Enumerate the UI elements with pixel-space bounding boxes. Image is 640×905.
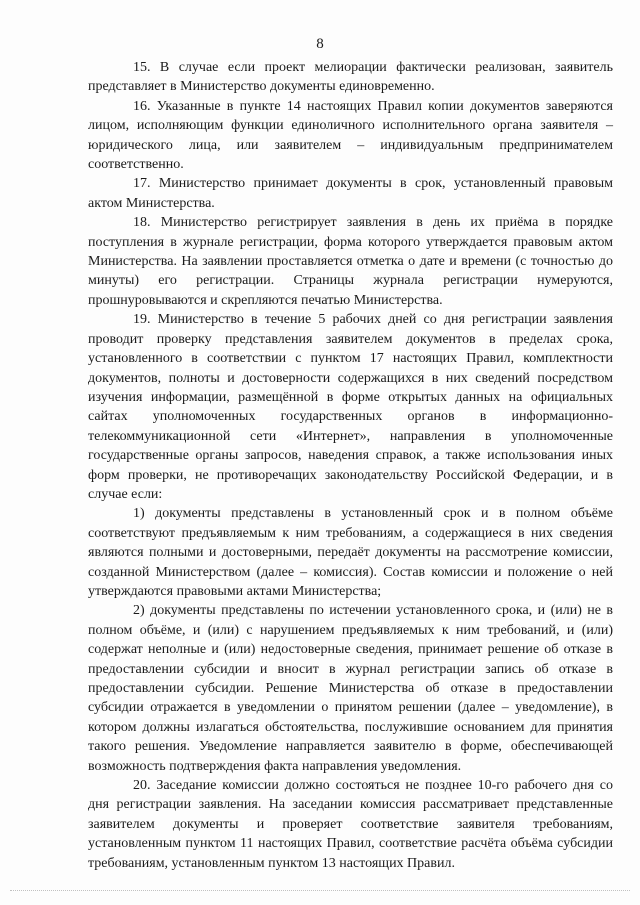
paragraph-17: 17. Министерство принимает документы в срок, установленный правовым актом Министерства. xyxy=(88,176,613,211)
paragraph-19-item-1: 1) документы представлены в установленный срок и в полном объёме соответствуют предъявляемым к ним требованиям, а содержащиеся в них сведения являются полными и достоверными, передаёт документы на рассмотрение комиссии, созданной Министерством (далее – комиссия). Состав комиссии и положение о ней утверждаются правовыми актами Министерства; xyxy=(88,506,613,599)
scan-edge-artifact xyxy=(10,889,630,891)
paragraph-19-item-2: 2) документы представлены по истечении установленного срока, и (или) не в полном объёме, и (или) с нарушением предъявляемых к ним требований, и (или) содержат неполные и (или) недостоверные сведения, принимает решение об отказе в предоставлении субсидии и вносит в журнал регистрации запись об отказе в предоставлении субсидии. Решение Министерства об отказе в предоставлении субсидии отражается в уведомлении о принятом решении (далее – уведомление), в котором должны излагаться обстоятельства, послужившие основанием для принятия такого решения. Уведомление направляется заявителю в форме, обеспечивающей возможность подтверждения факта направления уведомления. xyxy=(88,603,613,774)
document-body xyxy=(88,58,613,873)
paragraph-15: 15. В случае если проект мелиорации фактически реализован, заявитель представляет в Министерство документы единовременно. xyxy=(88,60,613,95)
paragraph-20: 20. Заседание комиссии должно состояться не позднее 10-го рабочего дня со дня регистрации заявления. На заседании комиссия рассматривает представленные заявителем документы и проверяет соответствие заявителя требованиям, установленным пунктом 11 настоящих Правил, соответствие расчёта объёма субсидии требованиям, установленным пунктом 13 настоящих Правил. xyxy=(88,778,613,871)
paragraph-16: 16. Указанные в пункте 14 настоящих Правил копии документов заверяются лицом, исполняющим функции единоличного исполнительного органа заявителя – юридического лица, или заявителем – индивидуальным предпринимателем соответственно. xyxy=(88,98,613,173)
page-number: 8 xyxy=(316,36,324,52)
paragraph-18: 18. Министерство регистрирует заявления в день их приёма в порядке поступления в журнале регистрации, форма которого утверждается правовым актом Министерства. На заявлении проставляется отметка о дате и времени (с точностью до минуты) его регистрации. Страницы журнала регистрации нумеруются, прошнуровываются и скрепляются печатью Министерства. xyxy=(88,215,613,308)
paragraph-19: 19. Министерство в течение 5 рабочих дней со дня регистрации заявления проводит проверку представления заявителем документов в пределах срока, установленного в соответствии с пунктом 17 настоящих Правил, комплектности документов, полноты и достоверности содержащихся в них сведений посредством изучения информации, размещённой в форме открытых данных на официальных сайтах уполномоченных государственных органов в информационно-телекоммуникационной сети «Интернет», направления в уполномоченные государственные органы запросов, наведения справок, а также использования иных форм проверки, не противоречащих законодательству Российской Федерации, и в случае если: xyxy=(88,312,613,502)
